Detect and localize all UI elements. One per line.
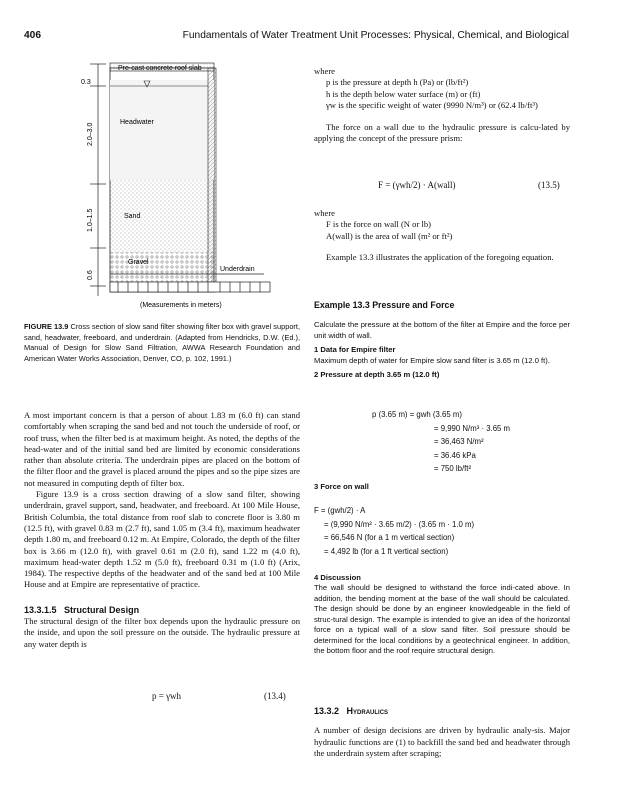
- caption-text: Cross section of slow sand filter showing filter box with gravel support, sand, headwater, freeboard, and underdrain. (Adapted from Hendricks, D.W. (Ed.), Manual of Design for Slow Sand Filtration, AWWA Research Foundation and American Water Works Association, Denver, CO, p. 102, 1991.): [24, 322, 300, 363]
- section-13-3-2: [314, 706, 570, 759]
- step1-text: Maximum depth of water for Empire slow sand filter is 3.65 m (12.0 ft).: [314, 355, 550, 365]
- figure-caption: [24, 322, 300, 364]
- f-line-0: F = (gwh/2) · A: [314, 506, 366, 515]
- p-line-2: = 36,463 N/m²: [434, 437, 484, 446]
- section2-title: Hydraulics: [346, 706, 389, 716]
- where-1: where: [314, 66, 335, 76]
- page-header: [24, 30, 569, 44]
- dim-0-6: 0.6: [87, 270, 94, 280]
- p-line-3: = 36.46 kPa: [434, 450, 476, 460]
- equation-13-4: p = γwh: [152, 691, 182, 701]
- section-title: Structural Design: [64, 604, 140, 615]
- f-line-1: = (9,990 N/m² · 3.65 m/2) · (3.65 m · 1.0 m): [324, 519, 475, 529]
- def-h: h is the depth below water surface (m) or (ft): [326, 88, 481, 99]
- figure-13-9: [80, 60, 305, 310]
- para-person-height: A most important concern is that a person of about 1.83 m (6.0 ft) can stand comfortably when scraping the sand bed and not touch the underside of roof, or roof truss, when the filter bed is at maximum height. As noted, the depths of the head-water and of the initial sand bed are limited by economic considerations rather than absolute criteria. The underdrain pipes are placed on the bottom of the filter floor and the gravel is placed around the pipes and so the pipe sizes are not measured in computing depth of filter box.: [24, 410, 300, 488]
- equation-13-4-number: (13.4): [264, 691, 286, 701]
- force-calc: [314, 504, 574, 558]
- p-line-0: p (3.65 m) = gwh (3.65 m): [372, 410, 462, 419]
- label-sand: Sand: [124, 213, 141, 220]
- section-heading-13-3-1-5: [24, 605, 300, 616]
- para-hydraulics: A number of design decisions are driven by hydraulic analy-sis. Major hydraulic functions are (1) to backfill the sand bed and headwater through the underdrain system after scraping;: [314, 725, 570, 758]
- def-gamma-w: γw is the specific weight of water (9990 N/m³) or (62.4 lb/ft³): [326, 99, 538, 110]
- section2-number: 13.3.2: [314, 706, 340, 716]
- dimension-axis: [90, 64, 106, 296]
- f-line-2: = 66,546 N (for a 1 m vertical section): [324, 533, 455, 542]
- def-p: p is the pressure at depth h (Pa) or (lb/ft²): [326, 77, 469, 88]
- pressure-calc: [372, 408, 572, 476]
- headwater-region: [110, 80, 214, 180]
- def-F: F is the force on wall (N or lb): [326, 219, 432, 230]
- example-13-3: [314, 300, 570, 380]
- label-measurements: (Measurements in meters): [140, 302, 222, 309]
- discussion: [314, 572, 570, 657]
- para-figure-description: Figure 13.9 is a cross section drawing of a slow sand filter, showing underdrain, gravel support, sand, headwater, and freeboard. At 100 Mile House, British Columbia, the total distance from roof slab to concrete floor is 3.80 m (12.5 ft), with gravel 0.83 m (2.7 ft), sand 1.05 m (3.4 ft), maximum headwater depth 1.80 m, and freeboard 0.12 m. At Empire, Colorado, the depth of the filter box is 3.66 m (12.0 ft), with gravel 0.61 m (2.0 ft), sand 1.22 m (4.0 ft), maximum head-water depth 1.52 m (5.0 ft), freeboard 0.31 m (1.0 ft) (Arix, 1984). The respective depths of the headwater and of the sand bed at 100 Mile House and at Empire are representative of practice.: [24, 489, 300, 590]
- f-line-3: = 4,492 lb (for a 1 ft vertical section): [324, 546, 449, 556]
- caption-label: FIGURE 13.9: [24, 322, 69, 331]
- p-line-4: = 750 lb/ft²: [434, 464, 472, 473]
- step2-title: 2 Pressure at depth 3.65 m (12.0 ft): [314, 370, 440, 380]
- label-roof: Pre-cast concrete roof slab: [118, 65, 202, 72]
- floor-slab: [110, 282, 270, 292]
- where-2: where: [314, 208, 335, 218]
- equation-13-5: F = (γwh/2) · A(wall): [378, 180, 456, 190]
- section-number: 13.3.1.5: [24, 604, 57, 615]
- equation-13-5-number: (13.5): [538, 180, 560, 190]
- label-gravel: Gravel: [128, 259, 149, 266]
- dim-1-1-5: 1.0–1.5: [87, 208, 94, 232]
- label-underdrain: Underdrain: [220, 266, 255, 273]
- running-title: Fundamentals of Water Treatment Unit Processes: Physical, Chemical, and Biological: [182, 30, 569, 41]
- step4-title: 4 Discussion: [314, 573, 361, 582]
- para-structural-design: The structural design of the filter box depends upon the hydraulic pressure on the inside, and upon the soil pressure on the outside. The hydraulic pressure at any water depth is: [24, 616, 300, 649]
- para-force-on-wall: The force on a wall due to the hydraulic pressure is calcu-lated by applying the concept of the pressure prism:: [314, 122, 570, 144]
- right-column-top: [314, 66, 570, 145]
- step3-title: 3 Force on wall: [314, 482, 369, 491]
- example-intro: Calculate the pressure at the bottom of the filter at Empire and the force per unit width of wall.: [314, 320, 570, 340]
- dim-0-3: 0.3: [81, 79, 91, 86]
- step1-title: 1 Data for Empire filter: [314, 345, 396, 355]
- dim-2-3: 2.0–3.0: [87, 122, 94, 146]
- left-column: [24, 410, 300, 650]
- def-A: A(wall) is the area of wall (m² or ft²): [326, 230, 453, 241]
- gravel-region: [110, 252, 214, 282]
- page-number: 406: [24, 30, 41, 41]
- step4-text: The wall should be designed to withstand the force indi-cated above. In addition, the bending moment at the base of the wall should be calculated. The design should be done by an engineer knowledgeable in the field of struc-tural design. The example is intended to give an idea of the horizontal force on a typical wall of a slow sand filter. Soil pressure should be determined for the local conditions by a geotechnical engineer. In addition, the bottom floor and the roof require structural design.: [314, 583, 570, 656]
- para-example-ref: Example 13.3 illustrates the application of the foregoing equation.: [326, 251, 554, 262]
- p-line-1: = 9,990 N/m³ · 3.65 m: [434, 423, 511, 433]
- section2-heading: [314, 706, 570, 717]
- label-headwater: Headwater: [120, 119, 154, 126]
- example-title: Example 13.3 Pressure and Force: [314, 300, 455, 310]
- right-column-defs: [314, 208, 570, 263]
- wall: [208, 68, 216, 292]
